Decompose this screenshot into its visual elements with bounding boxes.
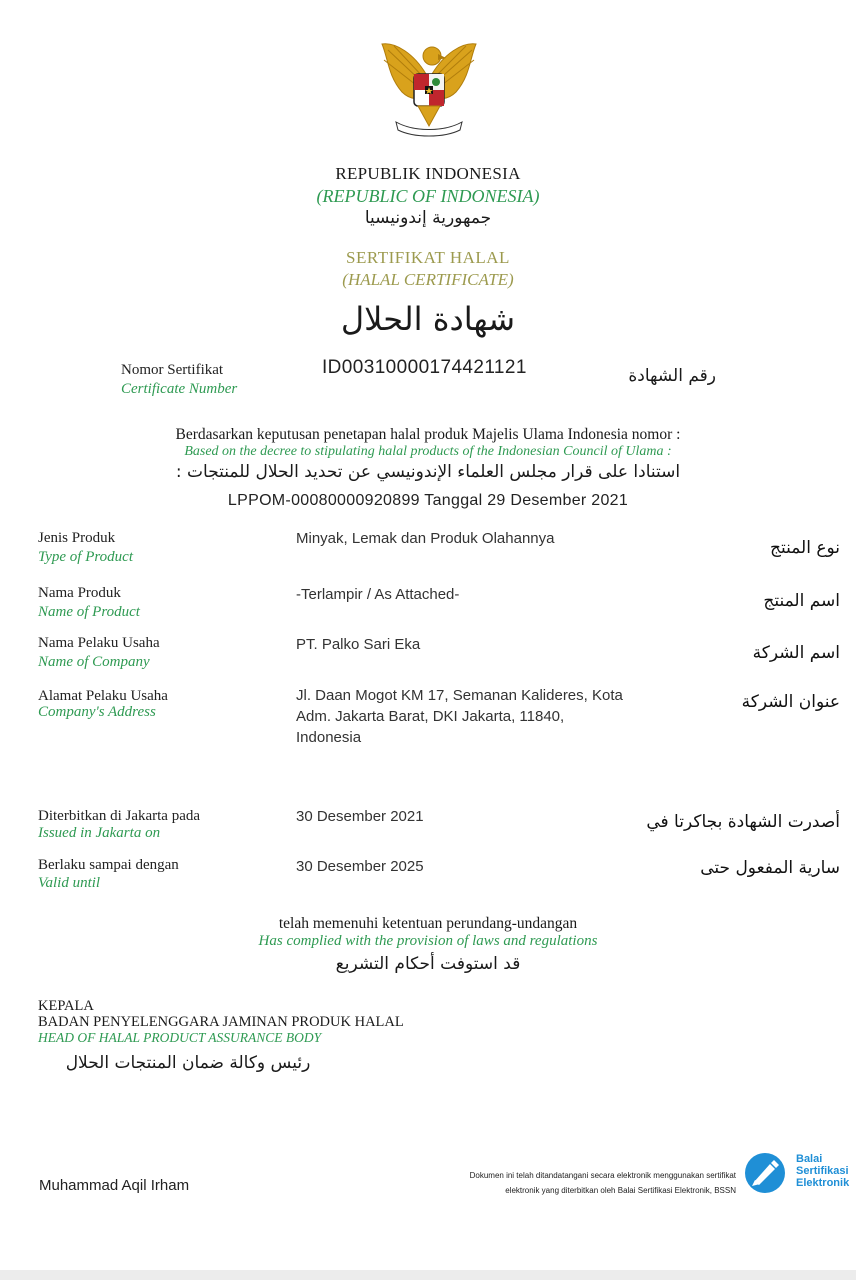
field-value: Minyak, Lemak dan Produk Olahannya bbox=[296, 530, 555, 547]
field-label-en: Type of Product bbox=[38, 549, 133, 565]
decree-text-en: Based on the decree to stipulating halal products of the Indonesian Council of Ulama : bbox=[184, 444, 672, 459]
field-label-id: Nama Pelaku Usaha bbox=[38, 635, 160, 651]
field-value: PT. Palko Sari Eka bbox=[296, 636, 421, 653]
field-value-line: Adm. Jakarta Barat, DKI Jakarta, 11840, bbox=[296, 708, 565, 725]
bsre-pen-icon bbox=[744, 1152, 786, 1194]
compliance-text-id: telah memenuhi ketentuan perundang-undangan bbox=[278, 915, 578, 932]
field-label-ar: نوع المنتج bbox=[769, 538, 840, 558]
garuda-emblem-icon bbox=[374, 34, 484, 140]
decree-number: LPPOM-00080000920899 Tanggal 29 Desember 2021 bbox=[227, 492, 629, 509]
signatory-title-line1: KEPALA bbox=[38, 998, 94, 1014]
page-bottom-edge bbox=[0, 1270, 856, 1280]
certificate-title-en: (HALAL CERTIFICATE) bbox=[342, 270, 514, 289]
certificate-title-id: SERTIFIKAT HALAL bbox=[346, 248, 510, 267]
decree-text-id: Berdasarkan keputusan penetapan halal produk Majelis Ulama Indonesia nomor : bbox=[175, 426, 681, 443]
signatory-name: Muhammad Aqil Irham bbox=[39, 1177, 190, 1194]
date-label-en: Valid until bbox=[38, 875, 101, 891]
certificate-number-label-ar: رقم الشهادة bbox=[628, 366, 716, 386]
certificate-title-ar: شهادة الحلال bbox=[340, 300, 516, 338]
bsre-logo-text-line2: Sertifikasi bbox=[796, 1165, 849, 1177]
date-label-ar: أصدرت الشهادة بجاكرتا في bbox=[646, 812, 840, 832]
republic-title-ar: جمهورية إندونيسيا bbox=[364, 208, 492, 228]
field-value-line: Jl. Daan Mogot KM 17, Semanan Kalideres, Kota bbox=[296, 687, 623, 704]
decree-text-ar: استنادا على قرار مجلس العلماء الإندونيسي عن تحديد الحلال للمنتجات : bbox=[175, 462, 681, 482]
esign-note-line1: Dokumen ini telah ditandatangani secara elektronik menggunakan sertifikat bbox=[469, 1171, 736, 1180]
republic-title-id: REPUBLIK INDONESIA bbox=[335, 164, 521, 183]
date-value: 30 Desember 2025 bbox=[296, 858, 424, 875]
bsre-logo-text-line1: Balai bbox=[796, 1153, 823, 1165]
republic-title-en: (REPUBLIC OF INDONESIA) bbox=[316, 186, 540, 206]
field-value: -Terlampir / As Attached- bbox=[296, 586, 460, 603]
certificate-number-value: ID00310000174421121 bbox=[322, 357, 527, 378]
field-label-en: Company's Address bbox=[38, 704, 156, 720]
field-label-ar: اسم الشركة bbox=[752, 643, 840, 663]
date-label-en: Issued in Jakarta on bbox=[38, 825, 161, 841]
field-label-id: Nama Produk bbox=[38, 585, 121, 601]
signatory-title-line2: BADAN PENYELENGGARA JAMINAN PRODUK HALAL bbox=[38, 1014, 404, 1030]
field-label-id: Jenis Produk bbox=[38, 530, 116, 546]
certificate-number-label-en: Certificate Number bbox=[121, 381, 238, 397]
date-label-id: Berlaku sampai dengan bbox=[38, 857, 179, 873]
field-label-id: Alamat Pelaku Usaha bbox=[38, 688, 168, 704]
field-label-en: Name of Product bbox=[38, 604, 140, 620]
compliance-text-ar: قد استوفت أحكام التشريع bbox=[335, 954, 521, 974]
date-value: 30 Desember 2021 bbox=[296, 808, 424, 825]
field-label-en: Name of Company bbox=[38, 654, 150, 670]
signatory-title-ar: رئيس وكالة ضمان المنتجات الحلال bbox=[65, 1053, 311, 1073]
field-label-ar: عنوان الشركة bbox=[741, 692, 840, 712]
certificate-number-label-id: Nomor Sertifikat bbox=[121, 362, 224, 378]
field-value-line: Indonesia bbox=[296, 729, 362, 746]
bsre-logo bbox=[744, 1150, 852, 1196]
signatory-title-en: HEAD OF HALAL PRODUCT ASSURANCE BODY bbox=[38, 1030, 322, 1045]
compliance-text-en: Has complied with the provision of laws and regulations bbox=[258, 933, 598, 949]
esign-note-line2: elektronik yang diterbitkan oleh Balai Sertifikasi Elektronik, BSSN bbox=[505, 1186, 736, 1195]
date-label-id: Diterbitkan di Jakarta pada bbox=[38, 808, 201, 824]
bsre-logo-text-line3: Elektronik bbox=[796, 1177, 850, 1189]
field-label-ar: اسم المنتج bbox=[763, 591, 840, 611]
date-label-ar: سارية المفعول حتى bbox=[700, 858, 840, 878]
